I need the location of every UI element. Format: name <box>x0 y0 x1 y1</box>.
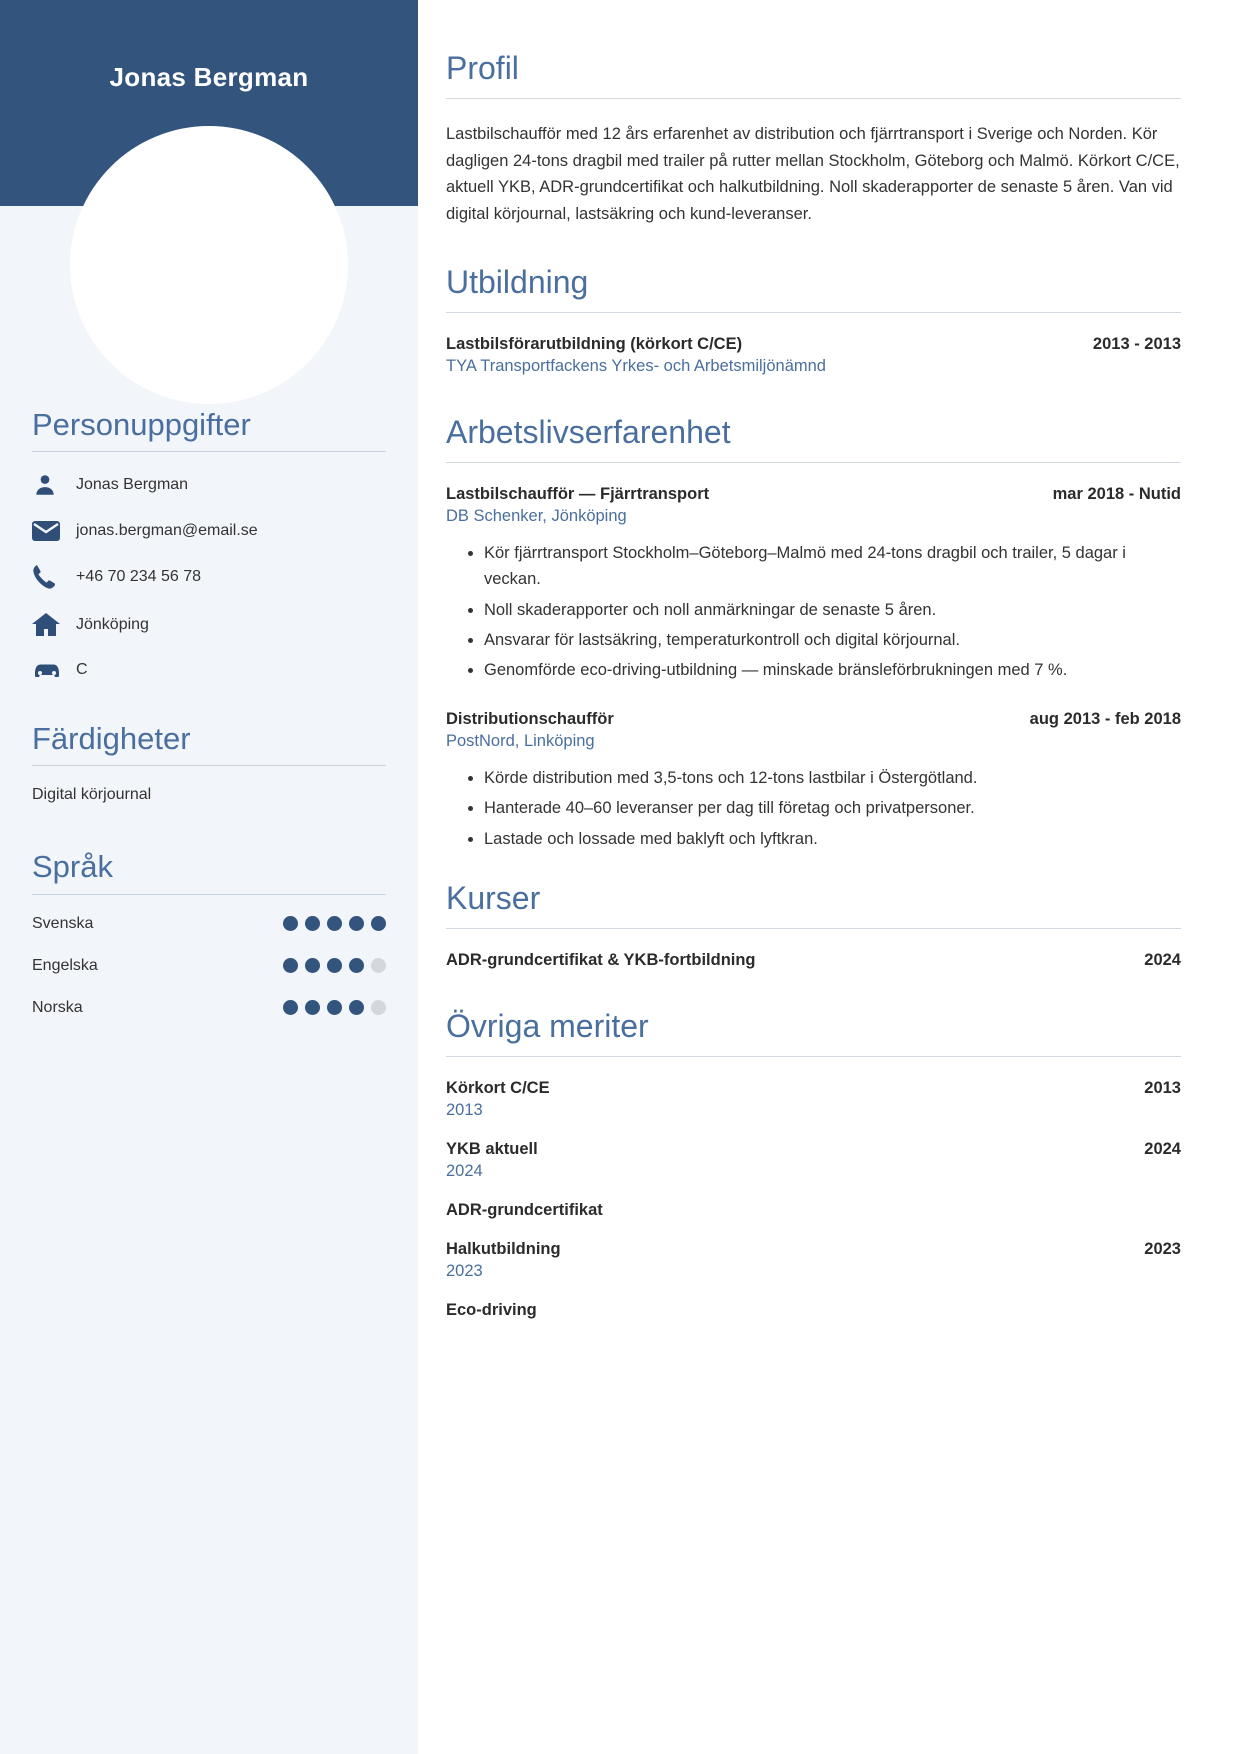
entry-date: 2023 <box>1144 1240 1181 1258</box>
sidebar <box>0 0 418 1754</box>
list-item: • Kör fjärrtransport Stockholm–Göteborg–Malmö med 24-tons dragbil och trailer, 5 dagar i veckan. <box>484 540 1181 593</box>
language-name: Engelska <box>32 956 98 974</box>
list-item <box>32 915 386 933</box>
education-entry <box>446 335 1181 376</box>
candidate-name: Jonas Bergman <box>109 62 309 92</box>
contact-value: Jönköping <box>76 616 149 634</box>
main-content <box>418 0 1241 1754</box>
list-item: • Körde distribution med 3,5-tons och 12-tons lastbilar i Östergötland. <box>484 765 1181 791</box>
section-title-languages: Språk <box>32 849 113 885</box>
merit-entry <box>446 1201 1181 1220</box>
skills-list <box>32 786 386 804</box>
entry-date: 2024 <box>1144 1140 1181 1158</box>
entry-subtitle: PostNord, Linköping <box>446 731 595 750</box>
entry-title: Lastbilschaufför — Fjärrtransport <box>446 484 710 503</box>
experience-entry <box>446 710 1181 852</box>
divider <box>446 462 1181 463</box>
profile-text: Lastbilschaufför med 12 års erfarenhet av distribution och fjärrtransport i Sverige och Norden. Kör dagligen 24-tons dragbil med trailer på rutter mellan Stockholm, Göteborg och Malmö. Körkort C/CE, aktuell YKB, ADR-grundcertifikat och halkutbildning. Noll skaderapporter de senaste 5 åren. Van vid digital körjournal, lastsäkring och kund-leveranser. <box>446 125 1180 224</box>
language-list <box>32 915 386 1017</box>
language-name: Norska <box>32 998 83 1016</box>
car-icon <box>32 660 76 680</box>
experience-entry <box>446 485 1181 684</box>
list-item <box>32 999 386 1017</box>
divider <box>446 98 1181 99</box>
contact-item-phone <box>32 564 386 590</box>
contact-value: jonas.bergman@email.se <box>76 522 258 540</box>
entry-subtitle: TYA Transportfackens Yrkes- och Arbetsmiljönämnd <box>446 356 826 375</box>
entry-title: Eco-driving <box>446 1301 537 1319</box>
language-level-dots <box>283 916 386 931</box>
section-title-courses: Kurser <box>446 880 541 916</box>
language-name: Svenska <box>32 914 94 932</box>
contact-item-name <box>32 472 386 498</box>
list-item: • Hanterade 40–60 leveranser per dag till företag och privatpersoner. <box>484 795 1181 821</box>
entry-subtitle: 2023 <box>446 1262 483 1280</box>
entry-subtitle: 2024 <box>446 1162 483 1180</box>
section-title-personal: Personuppgifter <box>32 407 251 442</box>
entry-subtitle: 2013 <box>446 1101 483 1119</box>
sidebar-body <box>0 406 418 1017</box>
list-item: Digital körjournal <box>32 786 152 804</box>
entry-header <box>446 335 1181 354</box>
entry-title: ADR-grundcertifikat <box>446 1201 603 1219</box>
entry-title: Distributionschaufför <box>446 709 614 728</box>
entry-title: Lastbilsförarutbildning (körkort C/CE) <box>446 334 743 353</box>
section-title-profile: Profil <box>446 50 519 86</box>
entry-subtitle: DB Schenker, Jönköping <box>446 506 627 525</box>
entry-header <box>446 1240 1181 1259</box>
divider <box>32 765 386 766</box>
entry-title: Halkutbildning <box>446 1240 561 1258</box>
phone-icon <box>32 564 76 590</box>
entry-date: 2013 <box>1144 1079 1181 1097</box>
divider <box>32 451 386 452</box>
entry-header <box>446 710 1181 729</box>
contact-item-email <box>32 520 386 542</box>
section-title-skills: Färdigheter <box>32 721 191 757</box>
contact-item-location <box>32 612 386 638</box>
entry-header <box>446 951 1181 970</box>
entry-title: YKB aktuell <box>446 1140 538 1158</box>
merit-entry <box>446 1301 1181 1320</box>
divider <box>32 894 386 895</box>
entry-header <box>446 1301 1181 1320</box>
list-item: • Lastade och lossade med baklyft och lyftkran. <box>484 826 1181 852</box>
language-level-dots <box>283 1000 386 1015</box>
home-icon <box>32 612 76 638</box>
merit-entry <box>446 1240 1181 1281</box>
avatar <box>70 126 348 404</box>
language-level-dots <box>283 958 386 973</box>
person-icon <box>32 472 76 498</box>
contact-value: +46 70 234 56 78 <box>76 568 202 586</box>
entry-bullets <box>446 540 1181 684</box>
merit-entry <box>446 1140 1181 1181</box>
entry-header <box>446 1079 1181 1098</box>
languages-block <box>32 848 386 1016</box>
sidebar-header <box>0 0 418 206</box>
merit-entry <box>446 1079 1181 1120</box>
entry-date: mar 2018 - Nutid <box>1052 484 1181 503</box>
list-item <box>32 957 386 975</box>
entry-header <box>446 485 1181 504</box>
entry-date: 2024 <box>1144 951 1181 969</box>
contact-list <box>32 472 386 680</box>
section-title-education: Utbildning <box>446 263 589 300</box>
entry-header <box>446 1201 1181 1220</box>
course-entry <box>446 951 1181 970</box>
envelope-icon <box>32 520 76 542</box>
entry-date: aug 2013 - feb 2018 <box>1029 709 1181 728</box>
divider <box>446 928 1181 929</box>
contact-value: C <box>76 661 88 679</box>
divider <box>446 1056 1181 1057</box>
contact-value: Jonas Bergman <box>76 476 189 494</box>
entry-date: 2013 - 2013 <box>1092 334 1181 353</box>
list-item: • Genomförde eco-driving-utbildning — minskade bränsleförbrukningen med 7 %. <box>484 657 1181 683</box>
list-item: • Noll skaderapporter och noll anmärkningar de senaste 5 åren. <box>484 597 1181 623</box>
entry-title: ADR-grundcertifikat & YKB-fortbildning <box>446 951 756 969</box>
section-title-merits: Övriga meriter <box>446 1008 649 1044</box>
section-title-experience: Arbetslivserfarenhet <box>446 413 731 450</box>
entry-title: Körkort C/CE <box>446 1079 550 1097</box>
entry-bullets <box>446 765 1181 852</box>
entry-header <box>446 1140 1181 1159</box>
divider <box>446 312 1181 313</box>
list-item: • Ansvarar för lastsäkring, temperaturkontroll och digital körjournal. <box>484 627 1181 653</box>
contact-item-license <box>32 660 386 680</box>
